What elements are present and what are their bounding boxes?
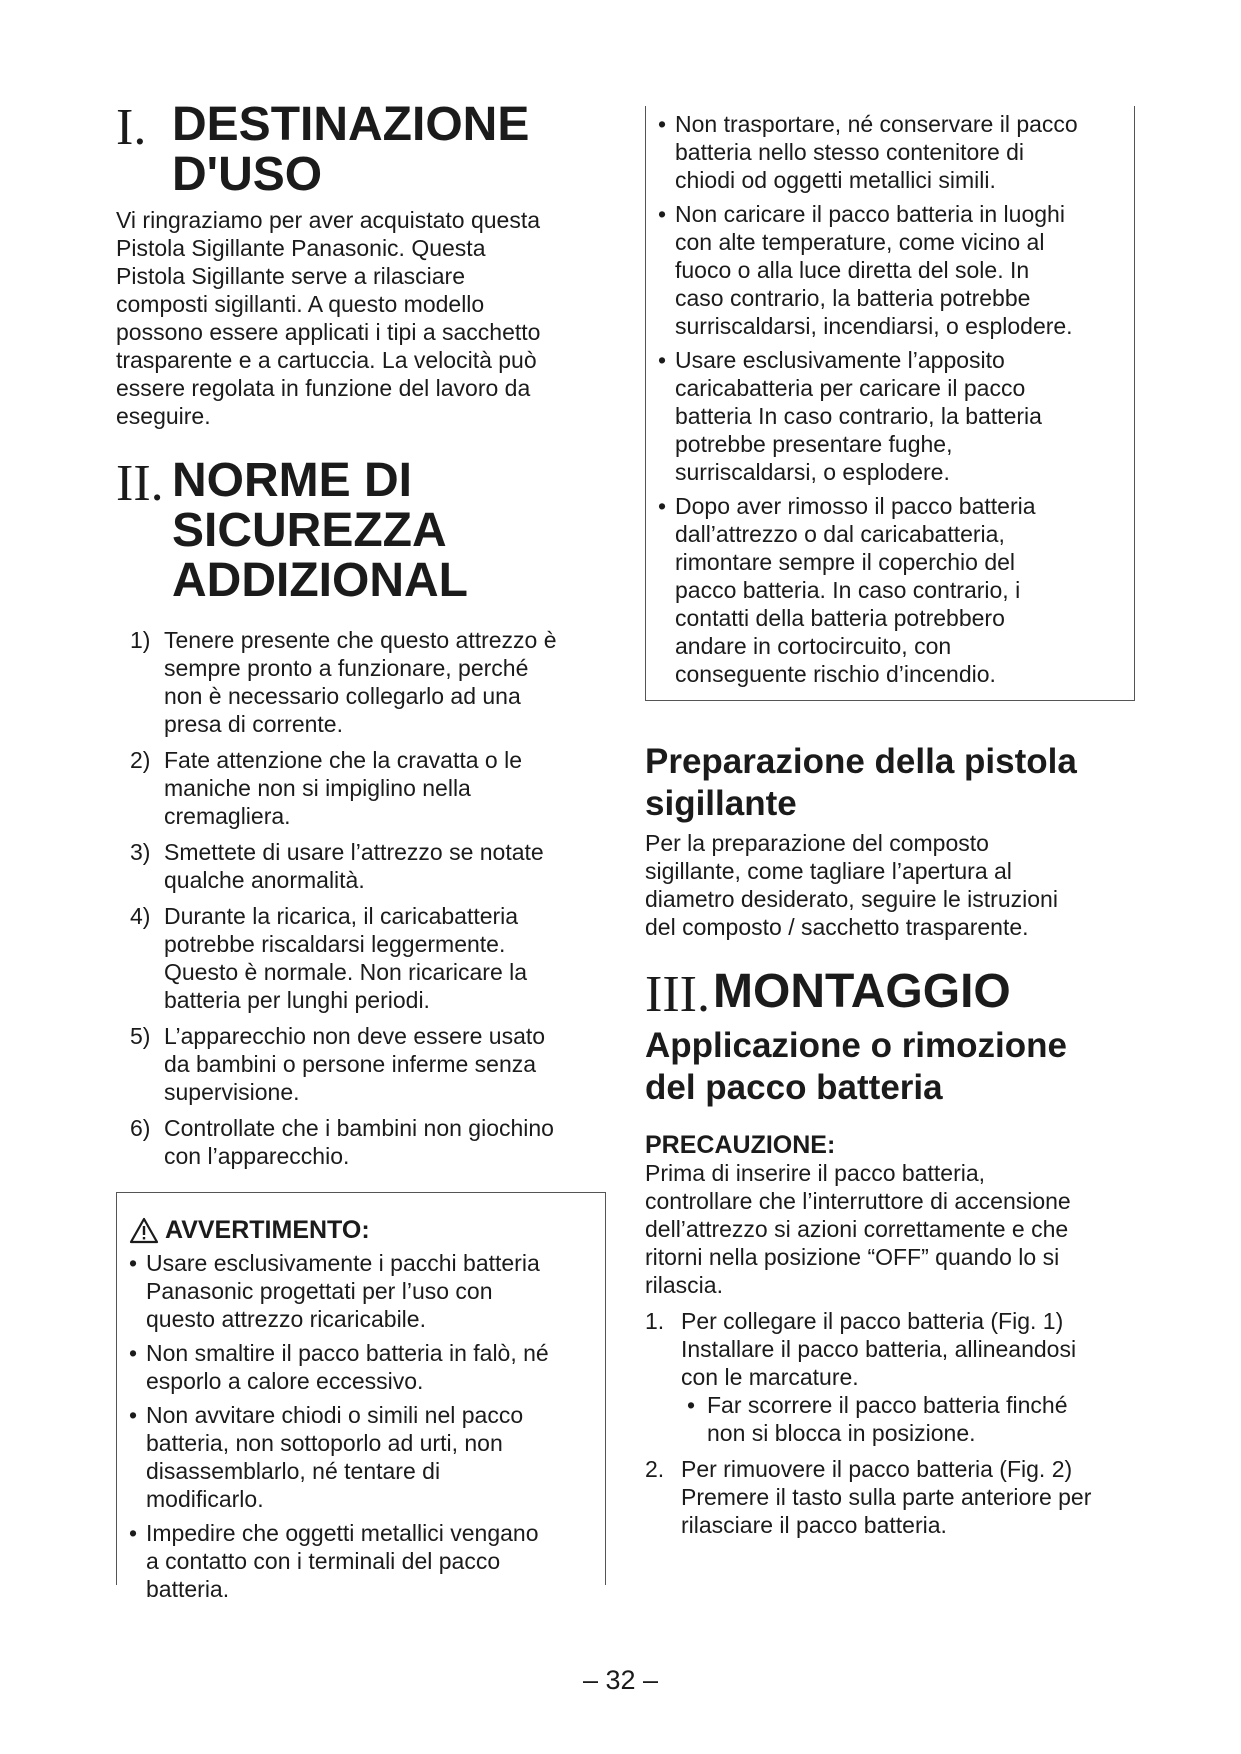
item-number: 2)	[130, 747, 151, 773]
warning-item: • Impedire che oggetti metallici vengano a contatto con i terminali del pacco batteria.	[129, 1519, 593, 1603]
safety-rules-list	[130, 626, 606, 1170]
safety-rule-item	[130, 626, 606, 738]
assembly-step	[645, 1307, 1135, 1447]
item-text: Smettete di usare l’attrezzo se notate qualche anormalità.	[164, 839, 544, 893]
warning-title: AVVERTIMENTO:	[165, 1216, 370, 1244]
section-3-numeral: III.	[645, 966, 710, 1023]
warning-item: • Dopo aver rimosso il pacco batteria dall’attrezzo o dal caricabatteria, rimontare sempre il coperchio del pacco batteria. In caso contrario, i contatti della batteria potrebbero andare in cortocircuito, con conseguente rischio d’incendio.	[658, 492, 1122, 688]
warning-box-continued	[645, 106, 1135, 701]
item-number: 6)	[130, 1115, 151, 1141]
safety-rule-item	[130, 1022, 606, 1106]
safety-rule-item	[130, 902, 606, 1014]
warning-item: • Non smaltire il pacco batteria in falò, né esporlo a calore eccessivo.	[129, 1339, 593, 1395]
item-number: 4)	[130, 903, 151, 929]
warning-box	[116, 1192, 606, 1602]
item-number: 1)	[130, 627, 151, 653]
step-sub-bullet: • Far scorrere il pacco batteria finché non si blocca in posizione.	[687, 1391, 1135, 1447]
section-1-title: DESTINAZIONE D'USO	[172, 98, 530, 201]
safety-rule-item	[130, 838, 606, 894]
section-2-numeral: II.	[116, 455, 164, 512]
step-number: 2.	[645, 1456, 665, 1482]
warning-list-continued	[658, 106, 1122, 688]
warning-item: • Non caricare il pacco batteria in luoghi con alte temperature, come vicino al fuoco o alla luce diretta del sole. In caso contrario, la batteria potrebbe surriscaldarsi, incendiarsi, o esplodere.	[658, 200, 1122, 340]
section-3-heading	[645, 967, 1135, 1021]
page-number: – 32 –	[582, 1665, 659, 1695]
safety-rule-item	[130, 746, 606, 830]
prep-body: Per la preparazione del composto sigillante, come tagliare l’apertura al diametro desiderato, seguire le istruzioni del composto / sacchetto trasparente.	[645, 830, 1058, 940]
safety-rule-item	[130, 1114, 606, 1170]
step-text: Per collegare il pacco batteria (Fig. 1) Installare il pacco batteria, allineandosi con le marcature.	[681, 1308, 1077, 1390]
warning-list	[129, 1249, 593, 1603]
item-text: Controllate che i bambini non giochino con l’apparecchio.	[164, 1115, 554, 1169]
section-3-title: MONTAGGIO	[713, 965, 1011, 1018]
left-column	[116, 98, 606, 1602]
assembly-steps	[645, 1307, 1135, 1539]
item-text: L’apparecchio non deve essere usato da bambini o persone inferme senza supervisione.	[164, 1023, 546, 1105]
step-text: Per rimuovere il pacco batteria (Fig. 2) Premere il tasto sulla parte anteriore per rilasciare il pacco batteria.	[681, 1456, 1092, 1538]
warning-item: • Usare esclusivamente i pacchi batteria Panasonic progettati per l’uso con questo attrezzo ricaricabile.	[129, 1249, 593, 1333]
warning-item: • Non avvitare chiodi o simili nel pacco batteria, non sottoporlo ad urti, non disassemblarlo, né tentare di modificarlo.	[129, 1401, 593, 1513]
warning-item: • Non trasportare, né conservare il pacco batteria nello stesso contenitore di chiodi od oggetti metallici simili.	[658, 110, 1122, 194]
warning-triangle-icon	[129, 1217, 159, 1244]
section-1-numeral: I.	[116, 99, 147, 156]
warning-heading	[129, 1215, 593, 1245]
section-3-subtitle: Applicazione o rimozione del pacco batteria	[645, 1026, 1067, 1107]
section-1-heading	[116, 100, 606, 200]
item-number: 3)	[130, 839, 151, 865]
section-2-title: NORME DI SICUREZZA ADDIZIONAL	[172, 454, 468, 607]
right-column	[645, 106, 1135, 1547]
caution-title: PRECAUZIONE:	[645, 1131, 836, 1159]
section-1-body: Vi ringraziamo per aver acquistato questa Pistola Sigillante Panasonic. Questa Pistola Sigillante serve a rilasciare composti sigillanti. A questo modello possono essere applicati i tipi a sacchetto trasparente e a cartuccia. La velocità può essere regolata in funzione del lavoro da eseguire.	[116, 207, 541, 429]
item-number: 5)	[130, 1023, 151, 1049]
item-text: Fate attenzione che la cravatta o le maniche non si impiglino nella cremagliera.	[164, 747, 522, 829]
step-number: 1.	[645, 1308, 665, 1334]
item-text: Tenere presente che questo attrezzo è sempre pronto a funzionare, perché non è necessario collegarlo ad una presa di corrente.	[164, 627, 557, 737]
caution-body: Prima di inserire il pacco batteria, controllare che l’interruttore di accensione dell’attrezzo si azioni correttamente e che ritorni nella posizione “OFF” quando lo si rilascia.	[645, 1160, 1071, 1298]
section-2-heading	[116, 456, 606, 606]
warning-item: • Usare esclusivamente l’apposito caricabatteria per caricare il pacco batteria In caso contrario, la batteria potrebbe presentare fughe, surriscaldarsi, o esplodere.	[658, 346, 1122, 486]
item-text: Durante la ricarica, il caricabatteria potrebbe riscaldarsi leggermente. Questo è normale. Non ricaricare la batteria per lunghi periodi.	[164, 903, 528, 1013]
prep-title: Preparazione della pistola sigillante	[645, 742, 1077, 823]
assembly-step	[645, 1455, 1135, 1539]
